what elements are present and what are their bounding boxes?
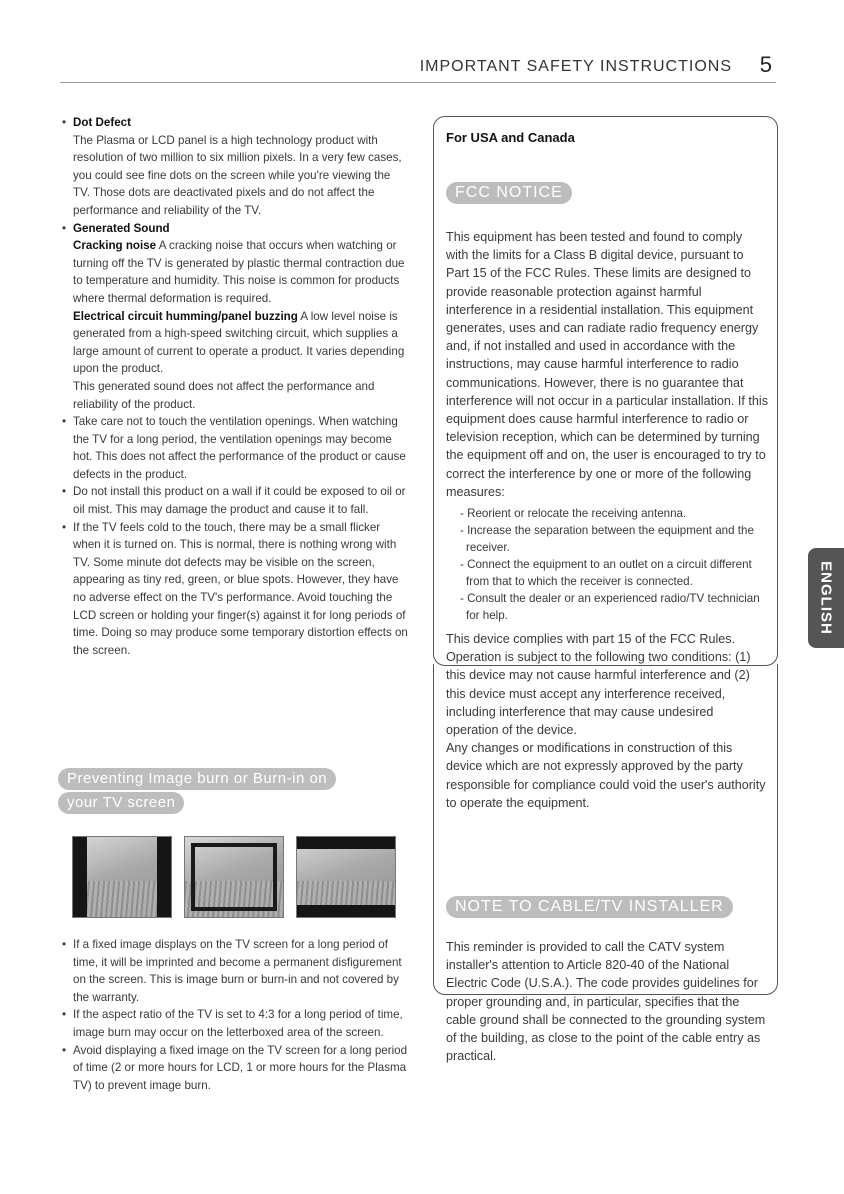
list-item: • If the aspect ratio of the TV is set to 4:3 for a long period of time, image burn may occur on the letterboxed area of the screen. bbox=[58, 1006, 408, 1041]
generated-sound-title: • Generated Sound bbox=[73, 221, 170, 235]
burn-in-heading bbox=[58, 768, 388, 816]
electrical-paragraph bbox=[73, 308, 408, 378]
electrical-text: A low level noise is generated from a high-speed switching circuit, which supplies a large amount of current to operate a product. It varies depending upon the product. bbox=[73, 309, 405, 376]
framed-image bbox=[184, 836, 284, 918]
list-item: - Consult the dealer or an experienced radio/TV technician for help. bbox=[460, 592, 760, 623]
generated-sound-closing: This generated sound does not affect the performance and reliability of the product. bbox=[73, 379, 375, 411]
dot-defect-title: • Dot Defect bbox=[73, 116, 131, 129]
electrical-label: Electrical circuit humming/panel buzzing bbox=[73, 309, 298, 323]
list-item: • Avoid displaying a fixed image on the TV screen for a long period of time (2 or more hours for LCD, 1 or more hours for the Plasma TV) to prevent image burn. bbox=[58, 1042, 408, 1095]
fcc-heading bbox=[446, 182, 572, 204]
fcc-heading-label: FCC NOTICE bbox=[446, 182, 572, 204]
fcc-text bbox=[446, 228, 768, 812]
dot-defect-text: The Plasma or LCD panel is a high technology product with resolution of two million to six million pixels. In a very few cases, you could see fine dots on the screen while you're viewing the TV. Those dots are deactivated pixels and do not affect the performance and reliability of the TV. bbox=[73, 133, 402, 217]
cracking-noise-paragraph bbox=[73, 237, 408, 307]
burn-in-example-images bbox=[72, 836, 392, 918]
page-header bbox=[60, 52, 776, 83]
list-item: • If a fixed image displays on the TV screen for a long period of time, it will be imprinted and become a permanent disfigurement on the screen. This is image burn or burn-in and not covered by the warranty. bbox=[58, 936, 408, 1006]
cracking-noise-label: Cracking noise bbox=[73, 239, 157, 253]
page-number: 5 bbox=[759, 52, 772, 77]
cracking-noise-text: A cracking noise that occurs when watching or turning off the TV is generated by plastic thermal contraction due to temperature and humidity. This noise is common for products where thermal deformation is required. bbox=[73, 239, 405, 305]
left-column bbox=[58, 114, 408, 659]
list-item bbox=[58, 220, 408, 414]
pillarbox-image bbox=[72, 836, 172, 918]
language-tab bbox=[808, 548, 844, 648]
burn-in-list bbox=[58, 936, 408, 1094]
note-text: This reminder is provided to call the CATV system installer's attention to Article 820-40 of the National Electric Code (U.S.A.). The code provides guidelines for proper grounding and, in particular, specifies that the cable ground shall be connected to the grounding system of the building, as close to the point of the cable entry as practical. bbox=[446, 940, 766, 1064]
fcc-paragraph-1: This equipment has been tested and found to comply with the limits for a Class B digital device, pursuant to Part 15 of the FCC Rules. These limits are designed to provide reasonable protection against harmful interference in a residential installation. This equipment generates, uses and can radiate radio frequency energy and, if not installed and used in accordance with the instructions, may cause harmful interference to radio communications. However, there is no guarantee that interference will not occur in a particular installation. If this equipment does cause harmful interference to radio or television reception, which can be determined by turning the equipment off and on, the user is encouraged to try to correct the interference by one or more of the following measures: bbox=[446, 230, 768, 499]
note-heading-label: NOTE TO CABLE/TV INSTALLER bbox=[446, 896, 733, 918]
list-item bbox=[58, 114, 408, 220]
list-item: - Connect the equipment to an outlet on a circuit different from that to which the receiver is connected. bbox=[460, 558, 752, 589]
fcc-paragraph-3: Any changes or modifications in construction of this device which are not expressly approved by the party responsible for compliance could void the user's authority to operate the equipment. bbox=[446, 741, 766, 810]
fcc-measures-list bbox=[446, 505, 768, 624]
fcc-paragraph-2: This device complies with part 15 of the FCC Rules. Operation is subject to the following two conditions: (1) this device may not cause harmful interference and (2) this device must accept any interference received, including interference that may cause undesired operation of the device. bbox=[446, 632, 751, 738]
page-title: IMPORTANT SAFETY INSTRUCTIONS bbox=[419, 58, 732, 75]
burn-in-heading-line2: your TV screen bbox=[58, 792, 184, 814]
region-label: For USA and Canada bbox=[446, 130, 575, 145]
list-item: • If the TV feels cold to the touch, there may be a small flicker when it is turned on. This is normal, there is nothing wrong with TV. Some minute dot defects may be visible on the screen, appearing as tiny red, green, or blue spots. However, they have no adverse effect on the TV's performance. Avoid touching the LCD screen or holding your finger(s) against it for long periods of time. Doing so may produce some temporary distortion effects on the screen. bbox=[58, 519, 408, 660]
list-item: • Do not install this product on a wall if it could be exposed to oil or oil mist. This may damage the product and cause it to fall. bbox=[58, 483, 408, 518]
burn-in-heading-line1: Preventing Image burn or Burn-in on bbox=[58, 768, 336, 790]
letterbox-image bbox=[296, 836, 396, 918]
list-item: • Take care not to touch the ventilation openings. When watching the TV for a long period, the ventilation openings may become hot. This does not affect the performance of the product or cause defects in the product. bbox=[58, 413, 408, 483]
language-tab-label: ENGLISH bbox=[817, 561, 835, 635]
list-item: - Reorient or relocate the receiving antenna. bbox=[460, 507, 687, 521]
note-heading bbox=[446, 896, 733, 918]
list-item: - Increase the separation between the equipment and the receiver. bbox=[460, 524, 754, 555]
